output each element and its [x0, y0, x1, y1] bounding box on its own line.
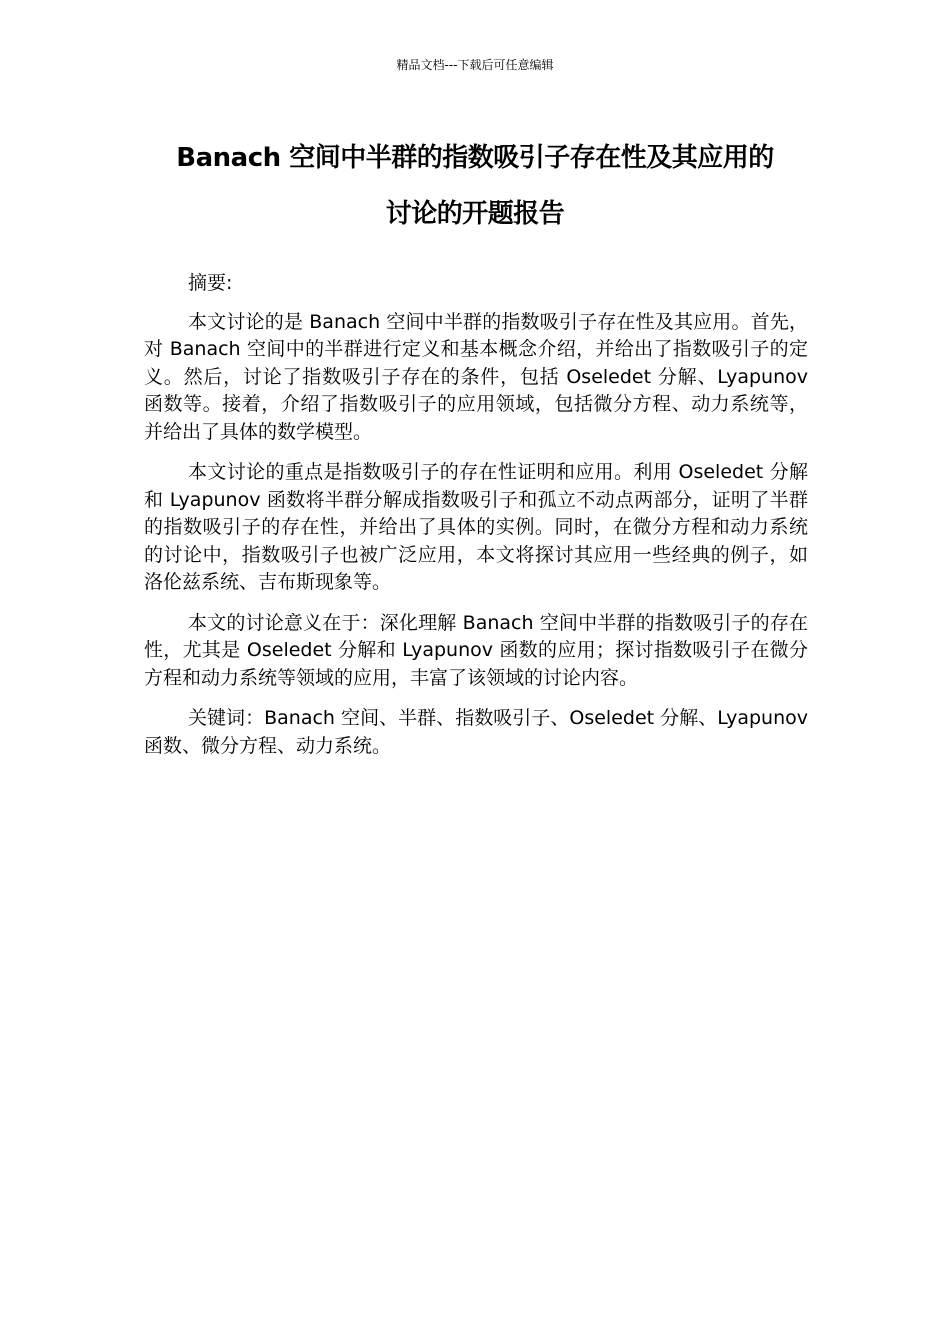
document-body — [144, 270, 808, 773]
abstract-label: 摘要: — [188, 272, 233, 294]
title-line-2: 讨论的开题报告 — [385, 199, 565, 229]
body-paragraph-1: 本文讨论的是 Banach 空间中半群的指数吸引子存在性及其应用。首先，对 Banach 空间中的半群进行定义和基本概念介绍，并给出了指数吸引子的定义。然后，讨论了指数吸引子存在的条件，包括 Oseledet 分解、Lyapunov 函数等。接着，介绍了指数吸引子的应用领域，包括微分方程、动力系统等，并给出了具体的数学模型。 — [144, 310, 808, 443]
document-title — [135, 130, 815, 242]
body-paragraph-2: 本文讨论的重点是指数吸引子的存在性证明和应用。利用 Oseledet 分解和 Lyapunov 函数将半群分解成指数吸引子和孤立不动点两部分，证明了半群的指数吸引子的存在性，并给出了具体的实例。同时，在微分方程和动力系统的讨论中，指数吸引子也被广泛应用，本文将探讨其应用一些经典的例子，如洛伦兹系统、吉布斯现象等。 — [144, 461, 808, 593]
keywords-paragraph: 关键词：Banach 空间、半群、指数吸引子、Oseledet 分解、Lyapunov 函数、微分方程、动力系统。 — [144, 707, 808, 757]
title-line-1: Banach 空间中半群的指数吸引子存在性及其应用的 — [176, 143, 774, 173]
body-paragraph-3: 本文的讨论意义在于：深化理解 Banach 空间中半群的指数吸引子的存在性，尤其是 Oseledet 分解和 Lyapunov 函数的应用；探讨指数吸引子在微分方程和动力系统等领域的应用，丰富了该领域的讨论内容。 — [144, 611, 808, 689]
header-note: 精品文档---下载后可任意编辑 — [396, 58, 554, 72]
